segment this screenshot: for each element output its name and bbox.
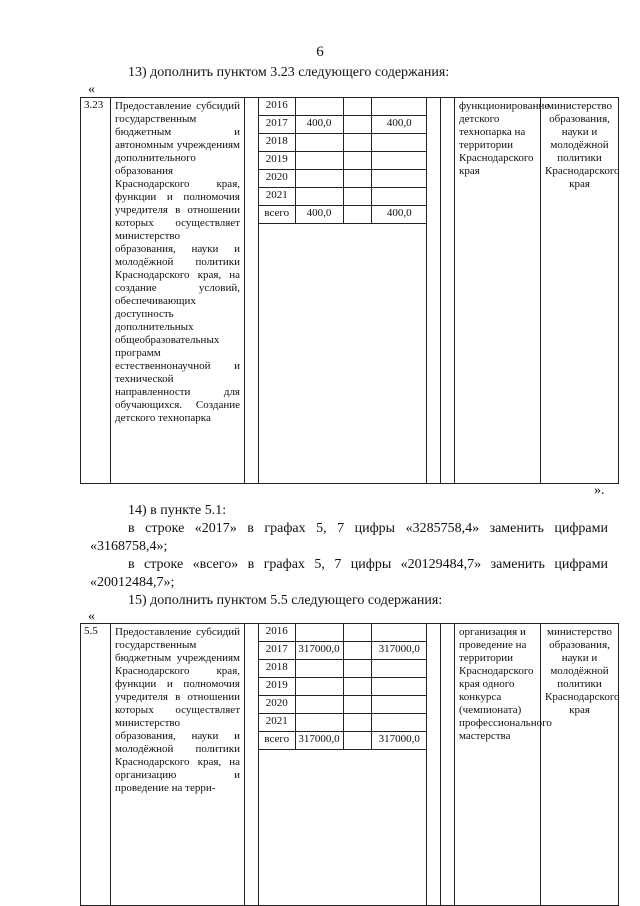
graph-5-cell: 317000,0 xyxy=(295,642,343,660)
item-14-line-2: в строке «всего» в графах 5, 7 цифры «20129484,7» заменить цифрами xyxy=(128,557,608,572)
year-cell: всего xyxy=(259,732,295,750)
funding-row xyxy=(259,732,427,750)
funding-row xyxy=(259,170,427,188)
row-goal: организация и проведение на территории Краснодарского края одного конкурса (чемпионата) профессионального мастерства xyxy=(455,624,541,906)
graph-7-cell xyxy=(371,170,427,188)
row-description: Предоставление субсидий государственным бюджетным и автономным учреждениям дополнительного образования Краснодарского края, функции и полномочия учредителя в отношении которых осуществляет министерство образования, науки и молодёжной политики Краснодарского края, на создание условий, обеспечивающих доступность дополнительных общеобразовательных программ естественнонаучной и технической направленности для обучающихся. Создание детского технопарка xyxy=(111,98,245,484)
graph-6-cell xyxy=(343,678,371,696)
empty-column xyxy=(427,98,441,484)
item-15-heading: 15) дополнить пунктом 5.5 следующего содержания: xyxy=(128,593,443,608)
empty-column xyxy=(441,624,455,906)
graph-6-cell xyxy=(343,152,371,170)
graph-6-cell xyxy=(343,732,371,750)
graph-6-cell xyxy=(343,134,371,152)
row-description: Предоставление субсидий государственным бюджетным учреждениям Краснодарского края, функции и полномочия учредителя в отношении которых осуществляет министерство образования, науки и молодёжной политики Краснодарского края, на организацию и проведение на терри- xyxy=(111,624,245,906)
graph-6-cell xyxy=(343,170,371,188)
graph-5-cell: 317000,0 xyxy=(295,732,343,750)
graph-7-cell xyxy=(371,134,427,152)
funding-table xyxy=(259,624,427,750)
row-number: 5.5 xyxy=(81,624,111,906)
graph-6-cell xyxy=(343,188,371,206)
graph-5-cell xyxy=(295,678,343,696)
graph-7-cell xyxy=(371,188,427,206)
graph-7-cell xyxy=(371,696,427,714)
table-row-3-23 xyxy=(80,97,619,484)
funding-row xyxy=(259,642,427,660)
graph-5-cell xyxy=(295,98,343,116)
graph-5-cell xyxy=(295,170,343,188)
empty-column xyxy=(441,98,455,484)
graph-6-cell xyxy=(343,98,371,116)
funding-row xyxy=(259,98,427,116)
graph-6-cell xyxy=(343,116,371,134)
graph-6-cell xyxy=(343,624,371,642)
funding-row xyxy=(259,134,427,152)
graph-5-cell xyxy=(295,714,343,732)
graph-5-cell xyxy=(295,152,343,170)
graph-7-cell xyxy=(371,678,427,696)
graph-7-cell xyxy=(371,660,427,678)
graph-7-cell xyxy=(371,714,427,732)
year-cell: 2016 xyxy=(259,98,295,116)
year-cell: 2019 xyxy=(259,152,295,170)
table-row-5-5 xyxy=(80,623,619,906)
row-executor: министерство образования, науки и молодёжной политики Краснодарского края xyxy=(541,624,619,906)
year-cell: 2020 xyxy=(259,696,295,714)
funding-row xyxy=(259,206,427,224)
graph-5-cell xyxy=(295,696,343,714)
year-cell: всего xyxy=(259,206,295,224)
graph-6-cell xyxy=(343,206,371,224)
empty-column xyxy=(245,98,259,484)
graph-6-cell xyxy=(343,696,371,714)
item-14-line-1: в строке «2017» в графах 5, 7 цифры «3285758,4» заменить цифрами xyxy=(128,521,608,536)
graph-7-cell: 400,0 xyxy=(371,116,427,134)
graph-7-cell: 400,0 xyxy=(371,206,427,224)
item-14-line-1-cont: «3168758,4»; xyxy=(90,539,168,554)
item-13-heading: 13) дополнить пунктом 3.23 следующего содержания: xyxy=(128,65,450,80)
year-cell: 2016 xyxy=(259,624,295,642)
graph-6-cell xyxy=(343,642,371,660)
graph-5-cell: 400,0 xyxy=(295,116,343,134)
item-14-heading: 14) в пункте 5.1: xyxy=(128,503,227,518)
funding-row xyxy=(259,188,427,206)
graph-7-cell: 317000,0 xyxy=(371,642,427,660)
page-number: 6 xyxy=(316,44,324,60)
funding-by-year xyxy=(259,98,427,484)
row-number: 3.23 xyxy=(81,98,111,484)
year-cell: 2021 xyxy=(259,714,295,732)
graph-5-cell xyxy=(295,188,343,206)
year-cell: 2018 xyxy=(259,660,295,678)
year-cell: 2017 xyxy=(259,116,295,134)
year-cell: 2021 xyxy=(259,188,295,206)
funding-row xyxy=(259,660,427,678)
open-quote: « xyxy=(88,609,95,624)
funding-table xyxy=(259,98,427,224)
close-quote: ». xyxy=(594,483,605,498)
year-cell: 2018 xyxy=(259,134,295,152)
year-cell: 2019 xyxy=(259,678,295,696)
graph-6-cell xyxy=(343,714,371,732)
graph-5-cell xyxy=(295,134,343,152)
graph-5-cell xyxy=(295,660,343,678)
year-cell: 2017 xyxy=(259,642,295,660)
funding-row xyxy=(259,714,427,732)
graph-7-cell xyxy=(371,98,427,116)
funding-row xyxy=(259,116,427,134)
empty-column xyxy=(427,624,441,906)
graph-7-cell xyxy=(371,624,427,642)
graph-7-cell: 317000,0 xyxy=(371,732,427,750)
empty-column xyxy=(245,624,259,906)
row-goal: функционирование детского технопарка на территории Краснодарского края xyxy=(455,98,541,484)
funding-row xyxy=(259,624,427,642)
funding-row xyxy=(259,696,427,714)
graph-7-cell xyxy=(371,152,427,170)
graph-6-cell xyxy=(343,660,371,678)
year-cell: 2020 xyxy=(259,170,295,188)
funding-by-year xyxy=(259,624,427,906)
graph-5-cell xyxy=(295,624,343,642)
funding-row xyxy=(259,678,427,696)
funding-row xyxy=(259,152,427,170)
open-quote: « xyxy=(88,82,95,97)
graph-5-cell: 400,0 xyxy=(295,206,343,224)
row-executor: министерство образования, науки и молодёжной политики Краснодарского края xyxy=(541,98,619,484)
item-14-line-2-cont: «20012484,7»; xyxy=(90,575,175,590)
